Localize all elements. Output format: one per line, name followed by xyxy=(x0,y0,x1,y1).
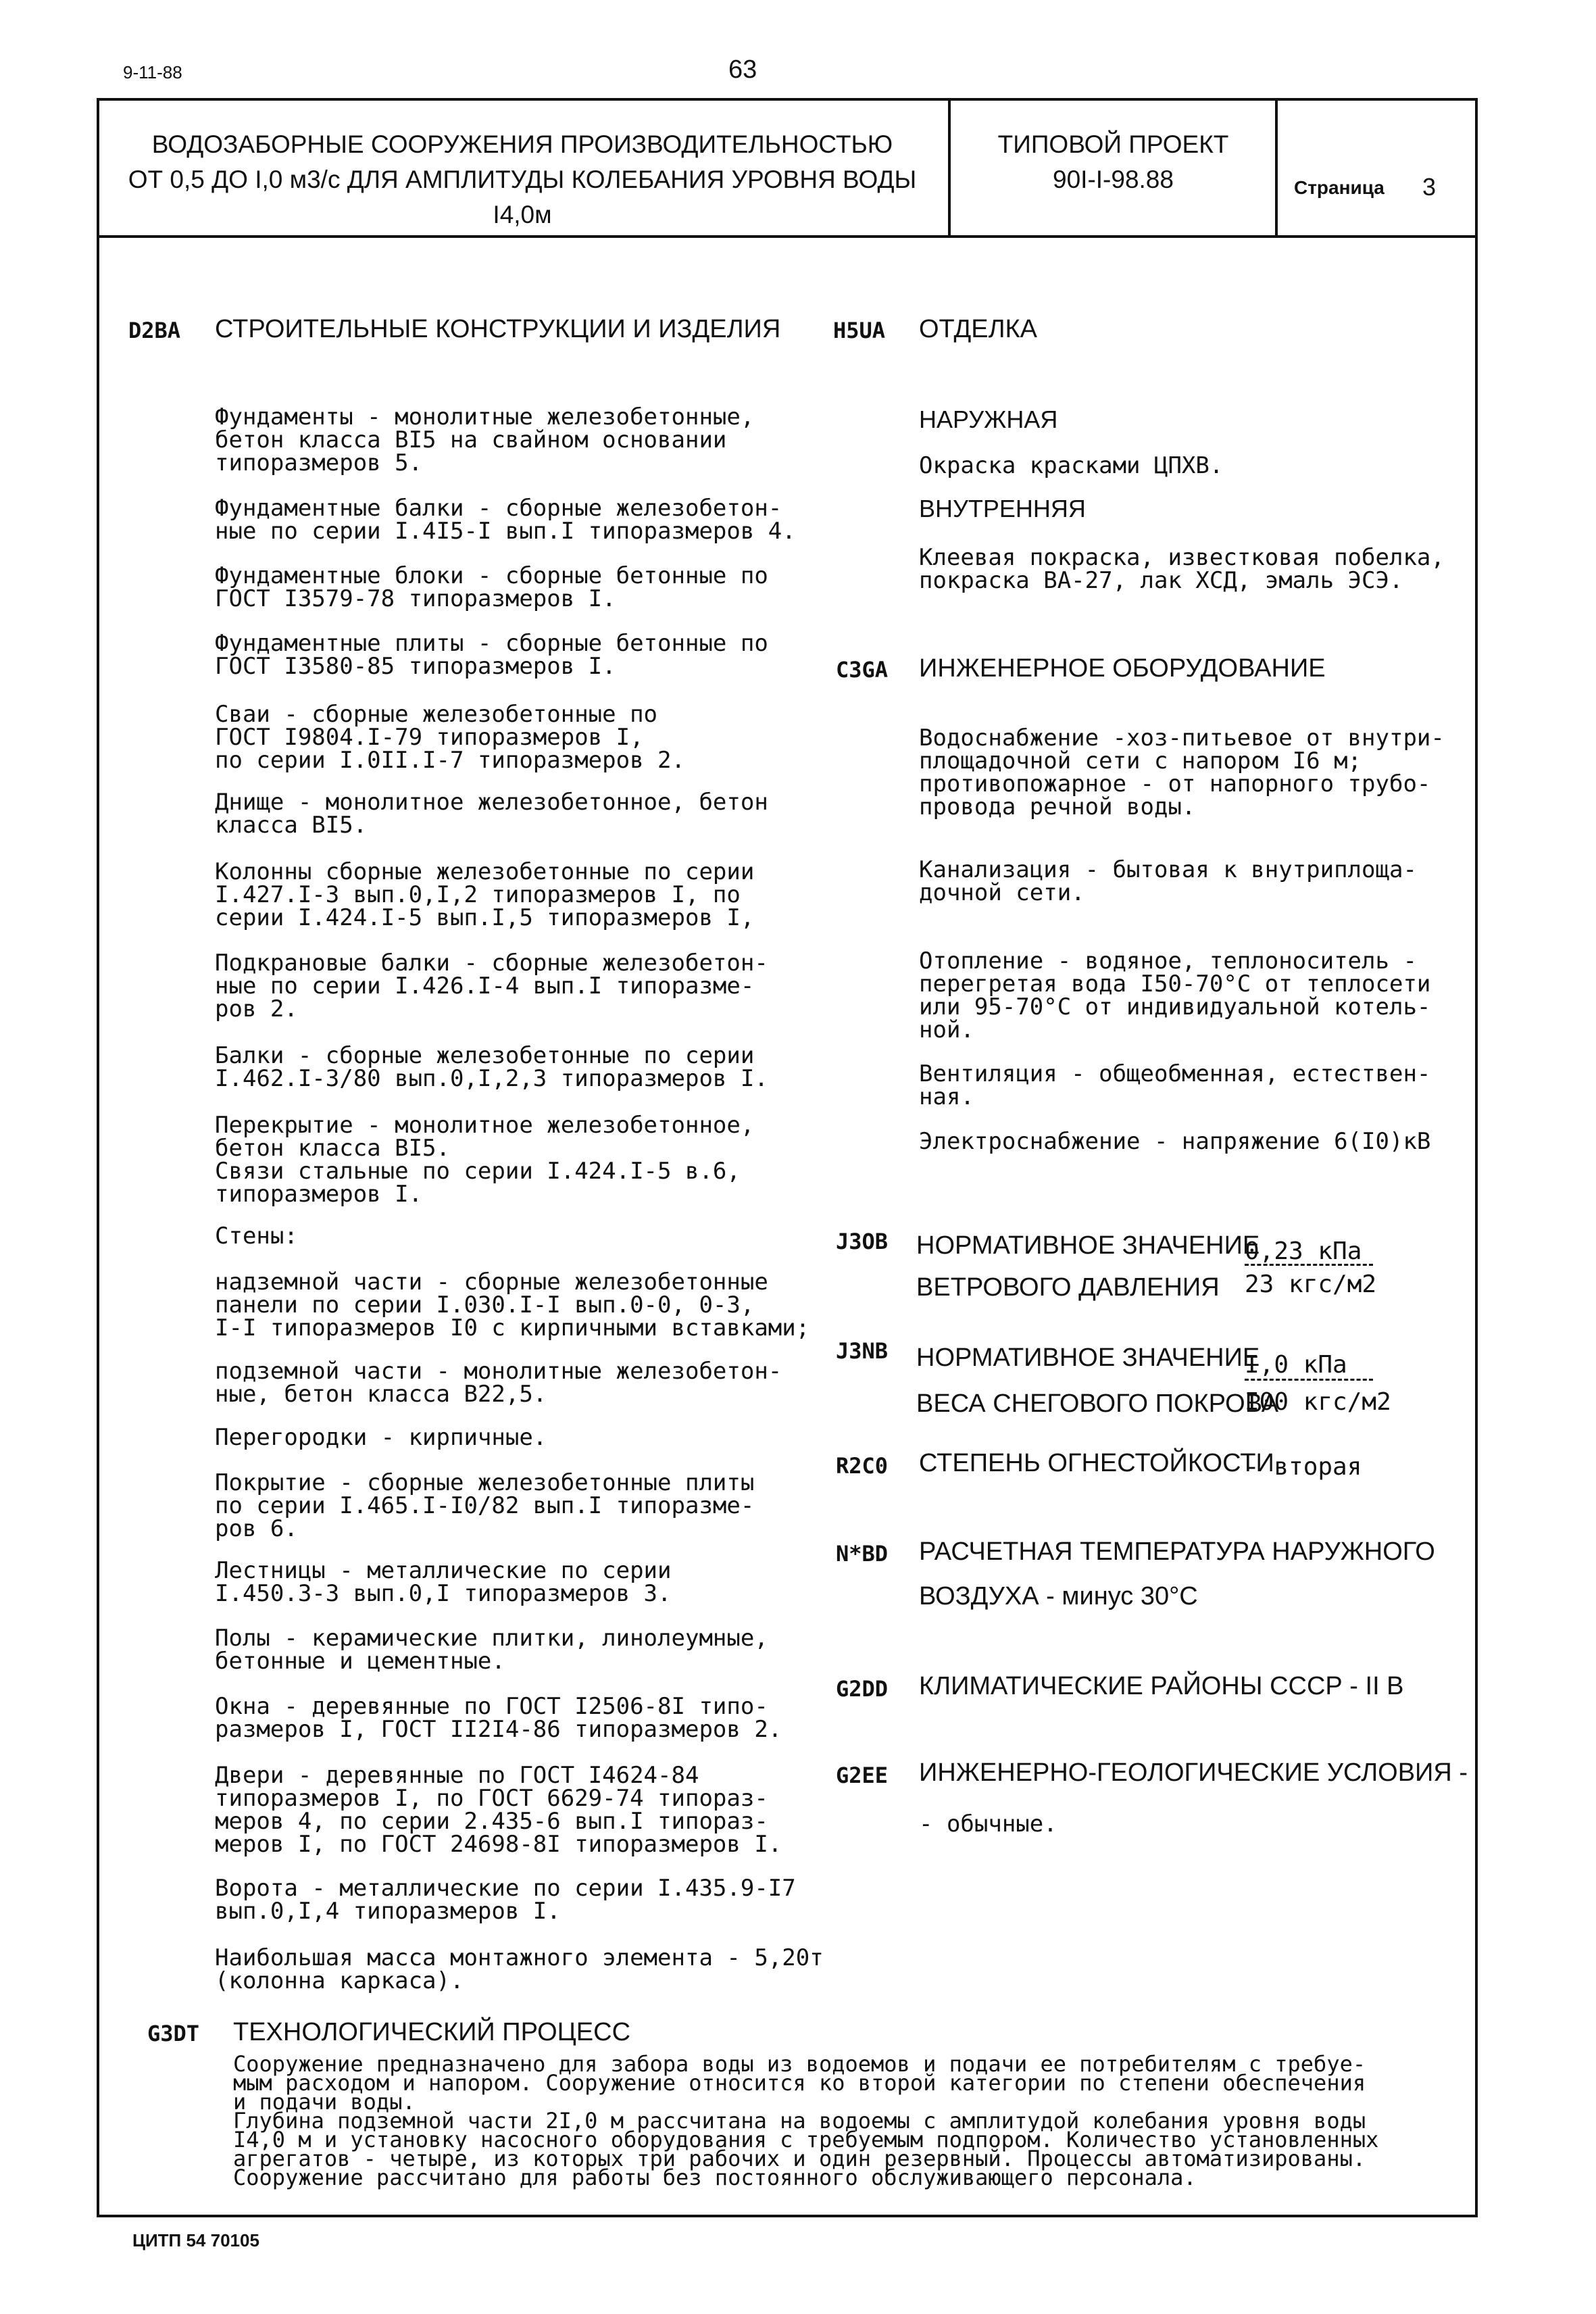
text-line: панели по серии I.030.I-I вып.0-0, 0-3, xyxy=(215,1291,755,1319)
tech-text xyxy=(233,2051,1470,2190)
list-item xyxy=(215,1360,782,1406)
text-line: провода речной воды. xyxy=(919,793,1196,820)
inner-text xyxy=(919,546,1445,592)
outer-text: Окраска красками ЦПХВ. xyxy=(919,452,1224,479)
text-line: Ворота - металлические по серии I.435.9-I7 xyxy=(215,1875,796,1902)
list-item xyxy=(215,1877,796,1923)
text-line: покраска ВА-27, лак ХСД, эмаль ЭСЭ. xyxy=(919,567,1403,594)
text-line: Двери - деревянные по ГОСТ I4624-84 xyxy=(215,1762,699,1789)
list-item xyxy=(215,1426,547,1449)
value-line: I00 кгс/м2 xyxy=(1245,1388,1391,1416)
text-line: Покрытие - сборные железобетонные плиты xyxy=(215,1469,755,1496)
snow-label xyxy=(916,1335,1278,1427)
text-line: Наибольшая масса монтажного элемента - 5,20т xyxy=(215,1944,824,1971)
text-line: I-I типоразмеров I0 с кирпичными вставками; xyxy=(215,1314,810,1341)
climate-label: КЛИМАТИЧЕСКИЕ РАЙОНЫ СССР - II В xyxy=(919,1672,1404,1700)
list-item xyxy=(919,858,1417,904)
text-line: Фундаментные балки - сборные железобетон- xyxy=(215,495,782,522)
section-code: R2C0 xyxy=(836,1453,889,1479)
text-line: подземной части - монолитные железобетон- xyxy=(215,1358,782,1385)
text-line: Стены: xyxy=(215,1223,298,1250)
text-line: ров 6. xyxy=(215,1515,298,1542)
text-line: типоразмеров I, по ГОСТ 6629-74 типораз- xyxy=(215,1785,768,1812)
title-line: ОТ 0,5 ДО I,0 м3/с ДЛЯ АМПЛИТУДЫ КОЛЕБАНИЯ УРОВНЯ ВОДЫ I4,0м xyxy=(128,166,917,228)
text-line: ные, бетон класса B22,5. xyxy=(215,1381,547,1408)
list-item xyxy=(215,564,768,610)
project-id xyxy=(953,127,1274,197)
text-line: перегретая вода I50-70°C от теплосети xyxy=(919,970,1431,998)
text-line: ров 2. xyxy=(215,995,298,1023)
section-title: ТЕХНОЛОГИЧЕСКИЙ ПРОЦЕСС xyxy=(233,2018,631,2046)
text-line: Сваи - сборные железобетонные по xyxy=(215,701,658,728)
list-item xyxy=(919,724,1445,820)
section-title: ОТДЕЛКА xyxy=(919,315,1038,343)
text-line: ГОСТ I3580-85 типоразмеров I. xyxy=(215,653,616,680)
text-line: серии I.424.I-5 вып.I,5 типоразмеров I, xyxy=(215,904,755,931)
list-item xyxy=(919,1062,1430,1108)
text-line: бетон класса BI5 на свайном основании xyxy=(215,426,727,453)
project-line: 90I-I-98.88 xyxy=(1053,166,1174,193)
text-line: Клеевая покраска, известковая побелка, xyxy=(919,544,1445,571)
fire-value: - вторая xyxy=(1245,1453,1362,1481)
text-line: ГОСТ I9804.I-79 типоразмеров I, xyxy=(215,724,644,751)
text-line: Фундаментные блоки - сборные бетонные по xyxy=(215,562,768,589)
list-item xyxy=(215,1471,754,1540)
text-line: агрегатов - четыре, из которых три рабочих и один резервный. Процессы автоматизированы. xyxy=(233,2146,1366,2171)
section-code: J3NB xyxy=(836,1338,889,1364)
text-line: бетон класса BI5. xyxy=(215,1135,450,1162)
geology-label: ИНЖЕНЕРНО-ГЕОЛОГИЧЕСКИЕ УСЛОВИЯ - xyxy=(919,1758,1468,1787)
date-code: 9-11-88 xyxy=(123,62,182,82)
section-code: G2EE xyxy=(836,1763,889,1788)
text-line: Отопление - водяное, теплоноситель - xyxy=(919,947,1417,975)
label-line: НОРМАТИВНОЕ ЗНАЧЕНИЕ xyxy=(916,1231,1260,1260)
text-line: I4,0 м и установку насосного оборудования с требуемым подпором. Количество установленных xyxy=(233,2127,1379,2152)
text-line: (колонна каркаса). xyxy=(215,1967,464,1994)
text-line: Фундаменты - монолитные железобетонные, xyxy=(215,403,755,430)
text-line: вып.0,I,4 типоразмеров I. xyxy=(215,1898,561,1925)
text-line: противопожарное - от напорного трубо- xyxy=(919,770,1431,797)
text-line: типоразмеров I. xyxy=(215,1181,423,1208)
temperature-value: ВОЗДУХА - минус 30°С xyxy=(919,1582,1198,1610)
text-line: Сооружение предназначено для забора воды из водоемов и подачи ее потребителям с требуе- xyxy=(233,2051,1366,2077)
list-item xyxy=(215,1225,298,1248)
text-line: Полы - керамические плитки, линолеумные, xyxy=(215,1625,768,1652)
header-divider xyxy=(97,235,1478,238)
label-line: ВЕСА СНЕГОВОГО ПОКРОВА xyxy=(916,1389,1279,1418)
list-item xyxy=(919,1130,1430,1153)
text-line: I.427.I-3 вып.0,I,2 типоразмеров I, по xyxy=(215,881,741,908)
text-line: Перегородки - кирпичные. xyxy=(215,1424,547,1451)
list-item xyxy=(215,1114,754,1206)
text-line: и подачи воды. xyxy=(233,2089,416,2115)
label-line: НОРМАТИВНОЕ ЗНАЧЕНИЕ xyxy=(916,1344,1260,1372)
text-line: ные по серии I.4I5-I вып.I типоразмеров 4. xyxy=(215,518,796,545)
text-line: Сооружение рассчитано для работы без постоянного обслуживающего персонала. xyxy=(233,2165,1197,2190)
text-line: типоразмеров 5. xyxy=(215,449,423,476)
text-line: надземной части - сборные железобетонные xyxy=(215,1269,768,1296)
list-item xyxy=(215,1271,809,1339)
text-line: Фундаментные плиты - сборные бетонные по xyxy=(215,630,768,657)
page-value: 3 xyxy=(1422,173,1437,201)
text-line: ной. xyxy=(919,1016,974,1043)
project-line: ТИПОВОЙ ПРОЕКТ xyxy=(997,130,1229,158)
section-code: D2BA xyxy=(128,318,181,343)
wind-label xyxy=(916,1225,1260,1308)
section-code: C3GA xyxy=(836,657,889,683)
text-line: меров 4, по серии 2.435-6 вып.I типораз- xyxy=(215,1808,768,1835)
section-code: H5UA xyxy=(833,318,886,343)
text-line: Колонны сборные железобетонные по серии xyxy=(215,858,755,885)
section-title: ИНЖЕНЕРНОЕ ОБОРУДОВАНИЕ xyxy=(919,654,1326,683)
list-item xyxy=(215,405,754,474)
list-item xyxy=(215,860,754,929)
text-line: Перекрытие - монолитное железобетонное, xyxy=(215,1112,755,1139)
text-line: I.450.3-3 вып.0,I типоразмеров 3. xyxy=(215,1580,672,1607)
text-line: I.462.I-3/80 вып.0,I,2,3 типоразмеров I. xyxy=(215,1065,768,1092)
geology-value: - обычные. xyxy=(919,1811,1057,1838)
section-code: J3OB xyxy=(836,1229,889,1254)
text-line: класса BI5. xyxy=(215,812,368,839)
text-line: Электроснабжение - напряжение 6(I0)кВ xyxy=(919,1128,1431,1155)
text-line: меров I, по ГОСТ 24698-8I типоразмеров I. xyxy=(215,1831,782,1858)
list-item xyxy=(215,950,768,1023)
text-line: дочной сети. xyxy=(919,879,1085,906)
section-code: G2DD xyxy=(836,1676,889,1702)
list-item xyxy=(919,947,1431,1043)
snow-value xyxy=(1245,1344,1391,1424)
list-item xyxy=(215,1946,824,1992)
list-item xyxy=(215,1695,782,1741)
text-line: ные по серии I.426.I-4 вып.I типоразме- xyxy=(215,973,755,1000)
text-line: мым расходом и напором. Сооружение относится ко второй категории по степени обеспечения xyxy=(233,2070,1366,2096)
list-item xyxy=(215,1627,768,1673)
text-line: Лестницы - металлические по серии xyxy=(215,1557,672,1584)
text-line: Вентиляция - общеобменная, естествен- xyxy=(919,1060,1431,1087)
text-line: бетонные и цементные. xyxy=(215,1648,505,1675)
list-item xyxy=(215,632,768,678)
title-line: ВОДОЗАБОРНЫЕ СООРУЖЕНИЯ ПРОИЗВОДИТЕЛЬНОСТЬЮ xyxy=(151,130,893,158)
temperature-label: РАСЧЕТНАЯ ТЕМПЕРАТУРА НАРУЖНОГО xyxy=(919,1537,1435,1566)
wind-value xyxy=(1245,1231,1376,1305)
value-line: I,0 кПа xyxy=(1245,1351,1347,1379)
inner-title: ВНУТРЕННЯЯ xyxy=(919,495,1086,522)
list-item xyxy=(215,703,685,772)
label-line: ВЕТРОВОГО ДАВЛЕНИЯ xyxy=(916,1273,1220,1302)
text-line: по серии I.465.I-I0/82 вып.I типоразме- xyxy=(215,1492,755,1519)
text-line: ная. xyxy=(919,1083,974,1110)
list-item xyxy=(215,1044,768,1090)
list-item xyxy=(215,791,768,837)
list-item xyxy=(215,1559,672,1605)
text-line: Канализация - бытовая к внутриплоща- xyxy=(919,856,1417,883)
list-item xyxy=(215,497,796,543)
section-code: G3DT xyxy=(147,2021,200,2046)
text-line: Водоснабжение -хоз-питьевое от внутри- xyxy=(919,724,1445,752)
document-title xyxy=(100,127,945,232)
value-line: 23 кгс/м2 xyxy=(1245,1271,1377,1298)
text-line: по серии I.0II.I-7 типоразмеров 2. xyxy=(215,747,685,774)
section-title: СТРОИТЕЛЬНЫЕ КОНСТРУКЦИИ И ИЗДЕЛИЯ xyxy=(215,315,781,343)
text-line: Подкрановые балки - сборные железобетон- xyxy=(215,950,768,977)
text-line: Окна - деревянные по ГОСТ I2506-8I типо- xyxy=(215,1693,768,1720)
outer-title: НАРУЖНАЯ xyxy=(919,405,1058,433)
page-number: 63 xyxy=(728,55,757,84)
text-line: Глубина подземной части 2I,0 м рассчитана на водоемы с амплитудой колебания уровня воды xyxy=(233,2108,1366,2134)
value-line: 0,23 кПа xyxy=(1245,1237,1362,1265)
header-column-divider xyxy=(948,98,951,237)
text-line: или 95-70°C от индивидуальной котель- xyxy=(919,993,1431,1020)
page-label: Страница xyxy=(1294,177,1385,198)
text-line: Балки - сборные железобетонные по серии xyxy=(215,1042,755,1069)
text-line: размеров I, ГОСТ II2I4-86 типоразмеров 2. xyxy=(215,1716,782,1743)
section-code: N*BD xyxy=(836,1541,889,1567)
list-item xyxy=(215,1764,782,1856)
text-line: Связи стальные по серии I.424.I-5 в.6, xyxy=(215,1158,741,1185)
header-column-divider xyxy=(1275,98,1278,237)
footer-stamp: ЦИТП 54 70105 xyxy=(132,2230,259,2250)
text-line: площадочной сети с напором I6 м; xyxy=(919,747,1362,774)
fire-label: СТЕПЕНЬ ОГНЕСТОЙКОСТИ xyxy=(919,1449,1274,1477)
text-line: ГОСТ I3579-78 типоразмеров I. xyxy=(215,585,616,612)
text-line: Днище - монолитное железобетонное, бетон xyxy=(215,789,768,816)
